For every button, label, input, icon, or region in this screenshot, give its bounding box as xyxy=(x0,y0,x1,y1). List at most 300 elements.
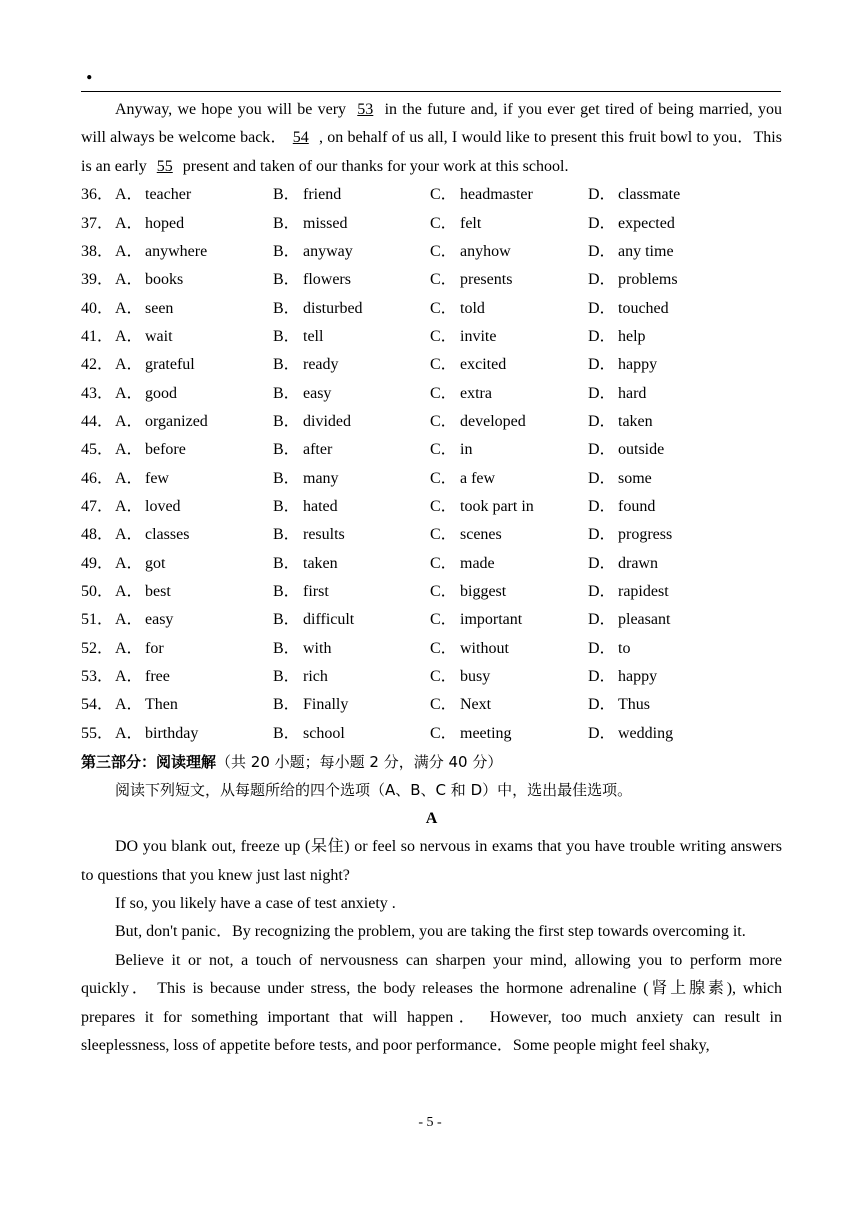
option-text: presents xyxy=(460,271,513,289)
option-text: anyway xyxy=(303,242,353,260)
option-letter: B． xyxy=(273,611,300,629)
option-b xyxy=(273,663,430,691)
option-text: excited xyxy=(460,356,507,374)
section-title xyxy=(81,748,782,776)
option-text: flowers xyxy=(303,271,351,289)
option-d xyxy=(588,295,748,323)
option-text: drawn xyxy=(618,554,658,572)
option-d xyxy=(588,493,748,521)
option-b xyxy=(273,238,430,266)
option-d xyxy=(588,266,748,294)
option-c xyxy=(430,295,588,323)
option-text: few xyxy=(145,469,169,487)
option-letter: C． xyxy=(430,639,457,657)
question-number: 47． xyxy=(81,497,114,515)
option-text: Then xyxy=(145,696,178,714)
option-letter: C． xyxy=(430,526,457,544)
option-d xyxy=(588,521,748,549)
option-text: expected xyxy=(618,214,675,232)
option-a xyxy=(115,606,273,634)
option-text: easy xyxy=(145,611,174,629)
section-title-sub: （共 20 小题；每小题 2 分，满分 40 分） xyxy=(216,753,503,772)
section-instruction: 阅读下列短文，从每题所给的四个选项（A、B、C 和 D）中，选出最佳选项。 xyxy=(115,781,633,800)
option-letter: D． xyxy=(588,526,616,544)
option-letter: B． xyxy=(273,299,300,317)
option-text: biggest xyxy=(460,583,507,600)
option-letter: A． xyxy=(115,356,143,374)
question-number: 38． xyxy=(81,242,114,260)
option-letter: D． xyxy=(588,186,616,204)
option-letter: A． xyxy=(115,668,143,686)
option-letter: A． xyxy=(115,639,143,657)
question-number: 53． xyxy=(81,668,114,686)
option-text: before xyxy=(145,441,186,459)
question-row xyxy=(81,550,782,578)
option-letter: A． xyxy=(115,583,143,600)
option-letter: A． xyxy=(115,299,143,317)
option-text: divided xyxy=(303,412,351,430)
closing-text-1: Anyway, we hope you will be very xyxy=(115,101,352,118)
option-b xyxy=(273,380,430,408)
option-letter: B． xyxy=(273,724,300,742)
option-d xyxy=(588,720,748,748)
question-number: 39． xyxy=(81,271,114,289)
option-text: found xyxy=(618,497,656,515)
question-row xyxy=(81,436,782,464)
option-letter: C． xyxy=(430,327,457,345)
option-c xyxy=(430,181,588,209)
option-text: a few xyxy=(460,469,496,487)
option-text: school xyxy=(303,724,345,742)
option-text: hoped xyxy=(145,214,185,232)
option-d xyxy=(588,351,748,379)
option-text: classmate xyxy=(618,186,681,204)
option-letter: B． xyxy=(273,384,300,402)
question-row xyxy=(81,380,782,408)
option-b xyxy=(273,266,430,294)
option-text: wait xyxy=(145,327,173,345)
option-letter: B． xyxy=(273,412,300,430)
option-text: results xyxy=(303,526,345,544)
option-text: tell xyxy=(303,327,324,345)
option-text: invite xyxy=(460,327,497,345)
option-text: any time xyxy=(618,242,674,260)
option-d xyxy=(588,210,748,238)
option-text: progress xyxy=(618,526,673,544)
option-d xyxy=(588,635,748,663)
option-letter: C． xyxy=(430,356,457,374)
option-letter: D． xyxy=(588,441,616,459)
page-number: - 5 - xyxy=(418,1115,442,1130)
option-text: hated xyxy=(303,497,338,515)
option-letter: C． xyxy=(430,497,457,515)
blank-53: 53 xyxy=(357,101,374,118)
option-text: grateful xyxy=(145,356,195,374)
option-text: Thus xyxy=(618,696,650,714)
option-c xyxy=(430,521,588,549)
option-d xyxy=(588,380,748,408)
option-text: after xyxy=(303,441,333,459)
option-c xyxy=(430,720,588,748)
option-letter: D． xyxy=(588,271,616,289)
question-number: 52． xyxy=(81,639,114,657)
option-text: happy xyxy=(618,668,658,686)
question-row xyxy=(81,323,782,351)
option-letter: B． xyxy=(273,271,300,289)
question-row xyxy=(81,691,782,719)
option-c xyxy=(430,691,588,719)
passage-label: A xyxy=(425,809,438,827)
question-number: 48． xyxy=(81,526,114,544)
option-text: extra xyxy=(460,384,492,402)
option-text: got xyxy=(145,554,166,572)
option-letter: C． xyxy=(430,214,457,232)
option-text: wedding xyxy=(618,724,674,742)
option-text: scenes xyxy=(460,526,502,544)
option-letter: C． xyxy=(430,186,457,204)
closing-text-2: in the future and, if you ever get tired of being married, you will always be welcome back． xyxy=(81,101,782,147)
option-text: ready xyxy=(303,356,339,374)
option-letter: D． xyxy=(588,327,616,345)
option-text: organized xyxy=(145,412,208,430)
option-letter: D． xyxy=(588,696,616,714)
option-c xyxy=(430,266,588,294)
option-letter: D． xyxy=(588,611,616,629)
option-a xyxy=(115,380,273,408)
question-row xyxy=(81,663,782,691)
question-number: 40． xyxy=(81,299,114,317)
option-text: headmaster xyxy=(460,186,533,204)
option-b xyxy=(273,181,430,209)
option-text: seen xyxy=(145,299,174,317)
option-text: Finally xyxy=(303,696,349,714)
option-letter: A． xyxy=(115,441,143,459)
option-a xyxy=(115,351,273,379)
option-letter: D． xyxy=(588,668,616,686)
option-c xyxy=(430,408,588,436)
option-d xyxy=(588,408,748,436)
option-letter: D． xyxy=(588,724,616,742)
option-letter: C． xyxy=(430,668,457,686)
option-letter: B． xyxy=(273,696,300,714)
passage-paragraph-4: Believe it or not, a touch of nervousness can sharpen your mind, allowing you to perform more quickly． This is because under stress, the body releases the hormone adrenaline (肾上腺素), which prepares it for something important that will happen． However, too much anxiety can result in sleeplessness, loss of appetite before tests, and poor performance．Some people might feel shaky, xyxy=(81,951,782,1055)
option-d xyxy=(588,465,748,493)
option-letter: C． xyxy=(430,271,457,289)
option-text: free xyxy=(145,668,170,686)
option-text: rapidest xyxy=(618,583,669,600)
question-row xyxy=(81,351,782,379)
option-a xyxy=(115,323,273,351)
option-letter: D． xyxy=(588,242,616,260)
option-letter: D． xyxy=(588,583,616,600)
question-number: 50． xyxy=(81,583,114,600)
question-row xyxy=(81,238,782,266)
option-text: hard xyxy=(618,384,647,402)
option-text: for xyxy=(145,639,164,657)
option-letter: A． xyxy=(115,497,143,515)
question-row xyxy=(81,720,782,748)
option-a xyxy=(115,578,273,606)
option-text: many xyxy=(303,469,339,487)
option-b xyxy=(273,465,430,493)
option-b xyxy=(273,351,430,379)
option-text: with xyxy=(303,639,332,657)
option-letter: A． xyxy=(115,526,143,544)
question-number: 41． xyxy=(81,327,114,345)
option-a xyxy=(115,210,273,238)
option-text: loved xyxy=(145,497,181,515)
section-title-main: 第三部分：阅读理解 xyxy=(81,753,217,772)
question-number: 54． xyxy=(81,696,114,714)
options-list xyxy=(81,181,782,748)
option-letter: D． xyxy=(588,412,616,430)
page-content xyxy=(81,96,782,1061)
option-text: some xyxy=(618,469,652,487)
question-number: 42． xyxy=(81,356,114,374)
option-text: easy xyxy=(303,384,332,402)
option-a xyxy=(115,408,273,436)
option-letter: B． xyxy=(273,554,300,572)
passage-paragraph-3: But, don't panic．By recognizing the problem, you are taking the first step towards overcoming it. xyxy=(115,923,746,941)
option-letter: B． xyxy=(273,441,300,459)
option-a xyxy=(115,635,273,663)
option-letter: B． xyxy=(273,583,300,600)
option-text: friend xyxy=(303,186,342,204)
option-letter: B． xyxy=(273,242,300,260)
option-b xyxy=(273,210,430,238)
option-letter: C． xyxy=(430,724,457,742)
option-letter: D． xyxy=(588,497,616,515)
option-letter: B． xyxy=(273,214,300,232)
option-letter: A． xyxy=(115,214,143,232)
option-letter: A． xyxy=(115,696,143,714)
option-letter: C． xyxy=(430,611,457,629)
option-c xyxy=(430,465,588,493)
question-number: 55． xyxy=(81,724,114,742)
option-c xyxy=(430,380,588,408)
header-mark: . xyxy=(86,56,93,85)
blank-55: 55 xyxy=(156,157,173,175)
question-number: 51． xyxy=(81,611,114,629)
question-row xyxy=(81,465,782,493)
option-b xyxy=(273,295,430,323)
option-letter: D． xyxy=(588,639,616,657)
question-row xyxy=(81,181,782,209)
option-b xyxy=(273,323,430,351)
option-b xyxy=(273,436,430,464)
option-text: help xyxy=(618,327,646,345)
option-letter: C． xyxy=(430,299,457,317)
option-text: books xyxy=(145,271,184,289)
option-c xyxy=(430,493,588,521)
option-d xyxy=(588,691,748,719)
option-a xyxy=(115,493,273,521)
option-d xyxy=(588,436,748,464)
option-text: disturbed xyxy=(303,299,363,317)
option-c xyxy=(430,351,588,379)
option-text: pleasant xyxy=(618,611,671,629)
option-letter: A． xyxy=(115,554,143,572)
option-b xyxy=(273,550,430,578)
option-b xyxy=(273,720,430,748)
option-letter: A． xyxy=(115,242,143,260)
option-text: good xyxy=(145,384,177,402)
option-text: taken xyxy=(303,554,338,572)
option-letter: B． xyxy=(273,186,300,204)
option-c xyxy=(430,578,588,606)
option-c xyxy=(430,635,588,663)
option-a xyxy=(115,720,273,748)
option-text: problems xyxy=(618,271,678,289)
option-b xyxy=(273,578,430,606)
option-text: outside xyxy=(618,441,665,459)
option-a xyxy=(115,295,273,323)
option-letter: D． xyxy=(588,384,616,402)
question-row xyxy=(81,210,782,238)
option-d xyxy=(588,323,748,351)
question-number: 44． xyxy=(81,412,114,430)
option-text: made xyxy=(460,554,495,572)
option-letter: C． xyxy=(430,242,457,260)
question-number: 46． xyxy=(81,469,114,487)
option-letter: C． xyxy=(430,554,457,572)
header-rule xyxy=(81,91,781,92)
question-row xyxy=(81,635,782,663)
question-row xyxy=(81,578,782,606)
option-a xyxy=(115,266,273,294)
question-row xyxy=(81,295,782,323)
option-c xyxy=(430,550,588,578)
option-text: busy xyxy=(460,668,491,686)
option-a xyxy=(115,238,273,266)
question-number: 45． xyxy=(81,441,114,459)
option-letter: A． xyxy=(115,186,143,204)
option-letter: A． xyxy=(115,384,143,402)
option-letter: A． xyxy=(115,327,143,345)
question-row xyxy=(81,493,782,521)
option-a xyxy=(115,436,273,464)
option-text: teacher xyxy=(145,186,192,204)
option-letter: A． xyxy=(115,271,143,289)
option-letter: A． xyxy=(115,412,143,430)
question-row xyxy=(81,606,782,634)
option-a xyxy=(115,181,273,209)
option-text: best xyxy=(145,583,171,600)
question-row xyxy=(81,521,782,549)
option-text: anywhere xyxy=(145,242,208,260)
option-letter: B． xyxy=(273,526,300,544)
option-letter: A． xyxy=(115,469,143,487)
passage-paragraph-2: If so, you likely have a case of test anxiety . xyxy=(115,895,396,913)
option-letter: D． xyxy=(588,554,616,572)
option-b xyxy=(273,691,430,719)
option-d xyxy=(588,663,748,691)
option-letter: C． xyxy=(430,384,457,402)
option-text: happy xyxy=(618,356,658,374)
option-letter: B． xyxy=(273,497,300,515)
option-a xyxy=(115,691,273,719)
closing-paragraph xyxy=(81,96,782,181)
option-letter: C． xyxy=(430,441,457,459)
option-b xyxy=(273,493,430,521)
option-letter: D． xyxy=(588,299,616,317)
option-text: took part in xyxy=(460,497,534,515)
option-text: difficult xyxy=(303,611,355,629)
option-text: anyhow xyxy=(460,242,511,260)
option-b xyxy=(273,635,430,663)
option-text: meeting xyxy=(460,724,512,742)
option-letter: A． xyxy=(115,611,143,629)
option-letter: B． xyxy=(273,668,300,686)
option-letter: D． xyxy=(588,214,616,232)
option-text: important xyxy=(460,611,523,629)
option-d xyxy=(588,578,748,606)
question-number: 36． xyxy=(81,186,114,204)
option-b xyxy=(273,606,430,634)
closing-text-3: , on behalf of us all, I would like to present this fruit bowl to you．This is an early xyxy=(81,129,782,175)
option-text: birthday xyxy=(145,724,199,742)
option-letter: A． xyxy=(115,724,143,742)
question-number: 37． xyxy=(81,214,114,232)
option-letter: D． xyxy=(588,356,616,374)
option-d xyxy=(588,550,748,578)
option-a xyxy=(115,663,273,691)
option-text: developed xyxy=(460,412,526,430)
option-d xyxy=(588,606,748,634)
option-d xyxy=(588,238,748,266)
option-text: Next xyxy=(460,696,492,714)
option-b xyxy=(273,408,430,436)
option-c xyxy=(430,323,588,351)
option-c xyxy=(430,663,588,691)
option-letter: B． xyxy=(273,469,300,487)
option-c xyxy=(430,606,588,634)
option-text: first xyxy=(303,583,329,600)
option-text: classes xyxy=(145,526,190,544)
option-text: without xyxy=(460,639,509,657)
option-letter: C． xyxy=(430,412,457,430)
option-a xyxy=(115,465,273,493)
option-a xyxy=(115,521,273,549)
question-number: 43． xyxy=(81,384,114,402)
option-a xyxy=(115,550,273,578)
blank-54: 54 xyxy=(292,129,309,147)
passage-paragraph-1: DO you blank out, freeze up (呆住) or feel so nervous in exams that you have trouble writing answers to questions that you knew just last night? xyxy=(81,838,782,884)
option-text: to xyxy=(618,639,631,657)
option-text: taken xyxy=(618,412,653,430)
option-c xyxy=(430,436,588,464)
question-number: 49． xyxy=(81,554,114,572)
option-letter: C． xyxy=(430,583,457,600)
option-letter: D． xyxy=(588,469,616,487)
option-letter: C． xyxy=(430,696,457,714)
option-letter: B． xyxy=(273,639,300,657)
option-text: rich xyxy=(303,668,328,686)
option-text: felt xyxy=(460,214,482,232)
option-letter: B． xyxy=(273,356,300,374)
closing-text-4: present and taken of our thanks for your work at this school. xyxy=(178,157,569,175)
option-text: in xyxy=(460,441,473,459)
option-text: missed xyxy=(303,214,348,232)
option-c xyxy=(430,238,588,266)
option-d xyxy=(588,181,748,209)
question-row xyxy=(81,266,782,294)
option-letter: C． xyxy=(430,469,457,487)
option-letter: B． xyxy=(273,327,300,345)
option-text: told xyxy=(460,299,485,317)
option-text: touched xyxy=(618,299,669,317)
option-c xyxy=(430,210,588,238)
